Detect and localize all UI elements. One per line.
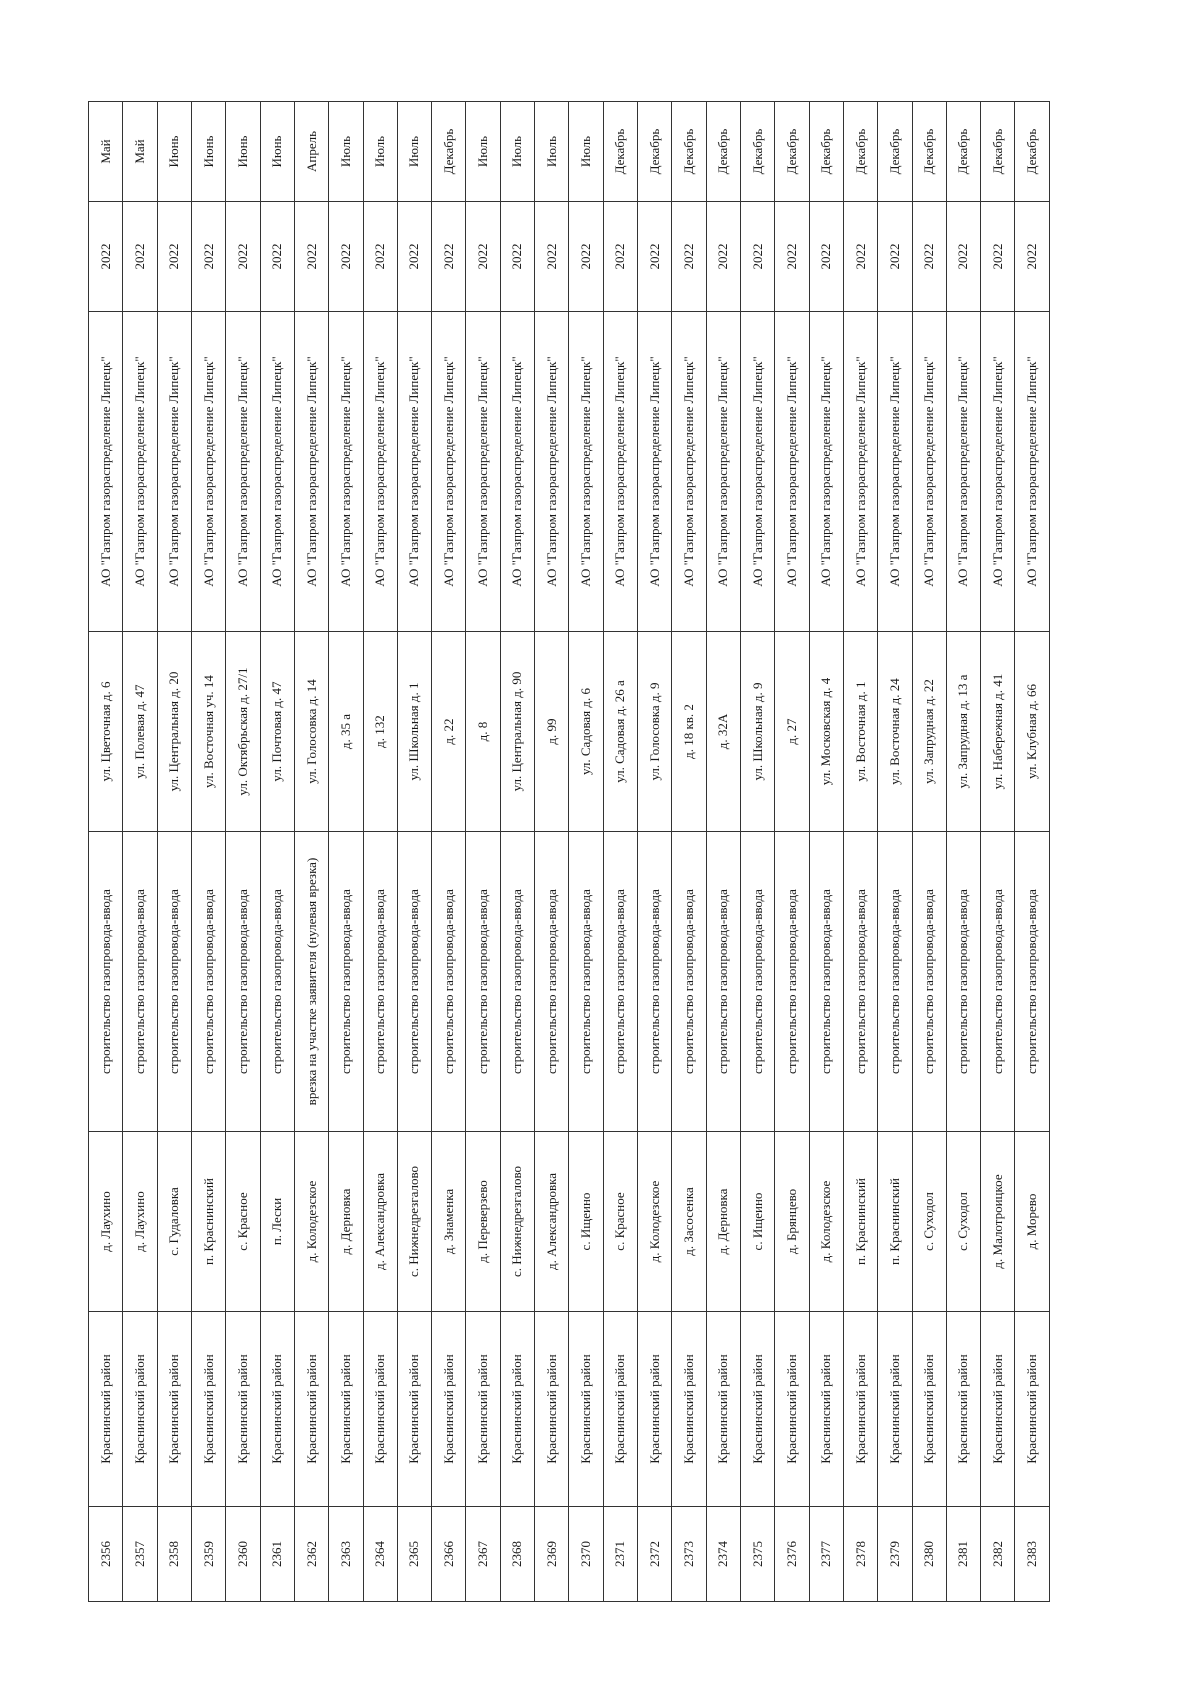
row-number: 2357 [123, 1507, 157, 1602]
work-type-cell: строительство газопровода-ввода [466, 832, 500, 1132]
district-cell: Краснинский район [706, 1312, 740, 1507]
month-cell: Июнь [226, 102, 260, 202]
table-body [89, 102, 1050, 1602]
address-cell: ул. Октябрьская д. 27/1 [226, 632, 260, 832]
year-cell: 2022 [123, 202, 157, 312]
settlement-cell: с. Нижнедрезгалово [397, 1132, 431, 1312]
address-cell: ул. Восточная уч. 14 [191, 632, 225, 832]
work-type-cell: строительство газопровода-ввода [329, 832, 363, 1132]
work-type-cell: строительство газопровода-ввода [226, 832, 260, 1132]
table-row [775, 102, 809, 1602]
settlement-cell: д. Дерновка [706, 1132, 740, 1312]
district-cell: Краснинский район [569, 1312, 603, 1507]
row-number: 2381 [946, 1507, 980, 1602]
work-type-cell: строительство газопровода-ввода [569, 832, 603, 1132]
year-cell: 2022 [603, 202, 637, 312]
work-type-cell: строительство газопровода-ввода [672, 832, 706, 1132]
district-cell: Краснинский район [157, 1312, 191, 1507]
settlement-cell: с. Суходол [946, 1132, 980, 1312]
organization-cell: АО "Газпром газораспределение Липецк" [123, 312, 157, 632]
work-type-cell: строительство газопровода-ввода [843, 832, 877, 1132]
year-cell: 2022 [706, 202, 740, 312]
table-row [294, 102, 328, 1602]
organization-cell: АО "Газпром газораспределение Липецк" [500, 312, 534, 632]
month-cell: Июль [466, 102, 500, 202]
year-cell: 2022 [535, 202, 569, 312]
address-cell: ул. Набережная д. 41 [981, 632, 1015, 832]
district-cell: Краснинский район [775, 1312, 809, 1507]
district-cell: Краснинский район [329, 1312, 363, 1507]
organization-cell: АО "Газпром газораспределение Липецк" [432, 312, 466, 632]
table-row [672, 102, 706, 1602]
district-cell: Краснинский район [1015, 1312, 1050, 1507]
organization-cell: АО "Газпром газораспределение Липецк" [809, 312, 843, 632]
settlement-cell: д. Александровка [535, 1132, 569, 1312]
year-cell: 2022 [397, 202, 431, 312]
district-cell: Краснинский район [89, 1312, 123, 1507]
year-cell: 2022 [89, 202, 123, 312]
address-cell: ул. Голосовка д. 9 [638, 632, 672, 832]
district-cell: Краснинский район [912, 1312, 946, 1507]
settlement-cell: п. Краснинский [191, 1132, 225, 1312]
work-type-cell: строительство газопровода-ввода [809, 832, 843, 1132]
district-cell: Краснинский район [260, 1312, 294, 1507]
settlement-cell: д. Дерновка [329, 1132, 363, 1312]
organization-cell: АО "Газпром газораспределение Липецк" [397, 312, 431, 632]
month-cell: Июль [397, 102, 431, 202]
organization-cell: АО "Газпром газораспределение Липецк" [672, 312, 706, 632]
settlement-cell: п. Краснинский [843, 1132, 877, 1312]
organization-cell: АО "Газпром газораспределение Липецк" [638, 312, 672, 632]
work-type-cell: строительство газопровода-ввода [123, 832, 157, 1132]
work-type-cell: строительство газопровода-ввода [981, 832, 1015, 1132]
month-cell: Май [123, 102, 157, 202]
month-cell: Декабрь [775, 102, 809, 202]
settlement-cell: д. Александровка [363, 1132, 397, 1312]
address-cell: ул. Садовая д. 6 [569, 632, 603, 832]
month-cell: Декабрь [603, 102, 637, 202]
rotated-document-page [88, 102, 1050, 1602]
month-cell: Декабрь [878, 102, 912, 202]
settlement-cell: с. Гудаловка [157, 1132, 191, 1312]
district-cell: Краснинский район [638, 1312, 672, 1507]
table-row [432, 102, 466, 1602]
district-cell: Краснинский район [123, 1312, 157, 1507]
month-cell: Июнь [157, 102, 191, 202]
table-row [809, 102, 843, 1602]
settlement-cell: д. Брянцево [775, 1132, 809, 1312]
district-cell: Краснинский район [740, 1312, 774, 1507]
settlement-cell: д. Знаменка [432, 1132, 466, 1312]
organization-cell: АО "Газпром газораспределение Липецк" [329, 312, 363, 632]
address-cell: ул. Цветочная д. 6 [89, 632, 123, 832]
district-cell: Краснинский район [843, 1312, 877, 1507]
settlement-cell: с. Красное [226, 1132, 260, 1312]
work-type-cell: строительство газопровода-ввода [432, 832, 466, 1132]
month-cell: Декабрь [912, 102, 946, 202]
row-number: 2380 [912, 1507, 946, 1602]
address-cell: ул. Запрудная д. 13 а [946, 632, 980, 832]
year-cell: 2022 [1015, 202, 1050, 312]
table-row [603, 102, 637, 1602]
settlement-cell: д. Колодезское [638, 1132, 672, 1312]
gas-connection-schedule-table [88, 101, 1050, 1602]
row-number: 2360 [226, 1507, 260, 1602]
address-cell: ул. Школьная д. 9 [740, 632, 774, 832]
work-type-cell: строительство газопровода-ввода [535, 832, 569, 1132]
year-cell: 2022 [843, 202, 877, 312]
work-type-cell: строительство газопровода-ввода [89, 832, 123, 1132]
year-cell: 2022 [191, 202, 225, 312]
row-number: 2378 [843, 1507, 877, 1602]
organization-cell: АО "Газпром газораспределение Липецк" [981, 312, 1015, 632]
address-cell: ул. Клубная д. 66 [1015, 632, 1050, 832]
year-cell: 2022 [432, 202, 466, 312]
settlement-cell: д. Малотроицкое [981, 1132, 1015, 1312]
organization-cell: АО "Газпром газораспределение Липецк" [191, 312, 225, 632]
work-type-cell: строительство газопровода-ввода [157, 832, 191, 1132]
month-cell: Декабрь [1015, 102, 1050, 202]
settlement-cell: с. Ищеино [569, 1132, 603, 1312]
row-number: 2377 [809, 1507, 843, 1602]
row-number: 2365 [397, 1507, 431, 1602]
table-row [706, 102, 740, 1602]
row-number: 2382 [981, 1507, 1015, 1602]
year-cell: 2022 [775, 202, 809, 312]
row-number: 2376 [775, 1507, 809, 1602]
month-cell: Июнь [260, 102, 294, 202]
year-cell: 2022 [809, 202, 843, 312]
organization-cell: АО "Газпром газораспределение Липецк" [157, 312, 191, 632]
organization-cell: АО "Газпром газораспределение Липецк" [226, 312, 260, 632]
year-cell: 2022 [329, 202, 363, 312]
organization-cell: АО "Газпром газораспределение Липецк" [535, 312, 569, 632]
address-cell: д. 132 [363, 632, 397, 832]
address-cell: ул. Садовая д. 26 а [603, 632, 637, 832]
organization-cell: АО "Газпром газораспределение Липецк" [363, 312, 397, 632]
address-cell: д. 35 а [329, 632, 363, 832]
work-type-cell: строительство газопровода-ввода [912, 832, 946, 1132]
address-cell: д. 99 [535, 632, 569, 832]
table-row [638, 102, 672, 1602]
month-cell: Декабрь [946, 102, 980, 202]
year-cell: 2022 [363, 202, 397, 312]
address-cell: ул. Восточная д. 24 [878, 632, 912, 832]
settlement-cell: п. Краснинский [878, 1132, 912, 1312]
row-number: 2369 [535, 1507, 569, 1602]
month-cell: Декабрь [843, 102, 877, 202]
district-cell: Краснинский район [981, 1312, 1015, 1507]
table-row [466, 102, 500, 1602]
organization-cell: АО "Газпром газораспределение Липецк" [466, 312, 500, 632]
address-cell: ул. Школьная д. 1 [397, 632, 431, 832]
settlement-cell: д. Лаухино [123, 1132, 157, 1312]
row-number: 2383 [1015, 1507, 1050, 1602]
address-cell: ул. Восточная д. 1 [843, 632, 877, 832]
district-cell: Краснинский район [603, 1312, 637, 1507]
table-row [912, 102, 946, 1602]
table-row [843, 102, 877, 1602]
month-cell: Июль [535, 102, 569, 202]
organization-cell: АО "Газпром газораспределение Липецк" [946, 312, 980, 632]
organization-cell: АО "Газпром газораспределение Липецк" [843, 312, 877, 632]
month-cell: Декабрь [706, 102, 740, 202]
organization-cell: АО "Газпром газораспределение Липецк" [294, 312, 328, 632]
table-row [157, 102, 191, 1602]
settlement-cell: д. Колодезское [294, 1132, 328, 1312]
year-cell: 2022 [740, 202, 774, 312]
table-row [981, 102, 1015, 1602]
row-number: 2356 [89, 1507, 123, 1602]
address-cell: д. 27 [775, 632, 809, 832]
district-cell: Краснинский район [878, 1312, 912, 1507]
work-type-cell: строительство газопровода-ввода [706, 832, 740, 1132]
table-row [1015, 102, 1050, 1602]
district-cell: Краснинский район [946, 1312, 980, 1507]
work-type-cell: строительство газопровода-ввода [603, 832, 637, 1132]
row-number: 2363 [329, 1507, 363, 1602]
month-cell: Декабрь [740, 102, 774, 202]
row-number: 2374 [706, 1507, 740, 1602]
district-cell: Краснинский район [432, 1312, 466, 1507]
district-cell: Краснинский район [294, 1312, 328, 1507]
year-cell: 2022 [878, 202, 912, 312]
row-number: 2364 [363, 1507, 397, 1602]
district-cell: Краснинский район [500, 1312, 534, 1507]
year-cell: 2022 [466, 202, 500, 312]
work-type-cell: строительство газопровода-ввода [397, 832, 431, 1132]
organization-cell: АО "Газпром газораспределение Липецк" [706, 312, 740, 632]
month-cell: Июль [569, 102, 603, 202]
table-row [569, 102, 603, 1602]
district-cell: Краснинский район [191, 1312, 225, 1507]
table-row [89, 102, 123, 1602]
work-type-cell: строительство газопровода-ввода [260, 832, 294, 1132]
work-type-cell: строительство газопровода-ввода [775, 832, 809, 1132]
settlement-cell: с. Красное [603, 1132, 637, 1312]
year-cell: 2022 [638, 202, 672, 312]
work-type-cell: строительство газопровода-ввода [363, 832, 397, 1132]
table-row [397, 102, 431, 1602]
work-type-cell: строительство газопровода-ввода [500, 832, 534, 1132]
organization-cell: АО "Газпром газораспределение Липецк" [569, 312, 603, 632]
row-number: 2362 [294, 1507, 328, 1602]
address-cell: д. 8 [466, 632, 500, 832]
address-cell: ул. Полевая д. 47 [123, 632, 157, 832]
row-number: 2366 [432, 1507, 466, 1602]
district-cell: Краснинский район [672, 1312, 706, 1507]
month-cell: Декабрь [809, 102, 843, 202]
table-row [363, 102, 397, 1602]
district-cell: Краснинский район [226, 1312, 260, 1507]
table-row [260, 102, 294, 1602]
settlement-cell: д. Засосенка [672, 1132, 706, 1312]
address-cell: д. 32А [706, 632, 740, 832]
address-cell: д. 22 [432, 632, 466, 832]
row-number: 2358 [157, 1507, 191, 1602]
settlement-cell: д. Морево [1015, 1132, 1050, 1312]
organization-cell: АО "Газпром газораспределение Липецк" [775, 312, 809, 632]
settlement-cell: д. Лаухино [89, 1132, 123, 1312]
district-cell: Краснинский район [363, 1312, 397, 1507]
row-number: 2370 [569, 1507, 603, 1602]
settlement-cell: с. Нижнедрезгалово [500, 1132, 534, 1312]
year-cell: 2022 [226, 202, 260, 312]
address-cell: ул. Запрудная д. 22 [912, 632, 946, 832]
month-cell: Декабрь [432, 102, 466, 202]
table-row [500, 102, 534, 1602]
table-row [123, 102, 157, 1602]
year-cell: 2022 [672, 202, 706, 312]
work-type-cell: врезка на участке заявителя (нулевая врезка) [294, 832, 328, 1132]
month-cell: Апрель [294, 102, 328, 202]
table-row [226, 102, 260, 1602]
work-type-cell: строительство газопровода-ввода [946, 832, 980, 1132]
district-cell: Краснинский район [466, 1312, 500, 1507]
district-cell: Краснинский район [535, 1312, 569, 1507]
table-row [329, 102, 363, 1602]
row-number: 2375 [740, 1507, 774, 1602]
row-number: 2359 [191, 1507, 225, 1602]
settlement-cell: с. Суходол [912, 1132, 946, 1312]
settlement-cell: д. Переверзево [466, 1132, 500, 1312]
month-cell: Май [89, 102, 123, 202]
month-cell: Июль [500, 102, 534, 202]
month-cell: Июнь [191, 102, 225, 202]
organization-cell: АО "Газпром газораспределение Липецк" [878, 312, 912, 632]
organization-cell: АО "Газпром газораспределение Липецк" [1015, 312, 1050, 632]
organization-cell: АО "Газпром газораспределение Липецк" [89, 312, 123, 632]
row-number: 2367 [466, 1507, 500, 1602]
year-cell: 2022 [569, 202, 603, 312]
row-number: 2372 [638, 1507, 672, 1602]
settlement-cell: д. Колодезское [809, 1132, 843, 1312]
address-cell: д. 18 кв. 2 [672, 632, 706, 832]
year-cell: 2022 [912, 202, 946, 312]
year-cell: 2022 [260, 202, 294, 312]
month-cell: Декабрь [981, 102, 1015, 202]
row-number: 2373 [672, 1507, 706, 1602]
year-cell: 2022 [946, 202, 980, 312]
table-row [535, 102, 569, 1602]
row-number: 2379 [878, 1507, 912, 1602]
table-row [191, 102, 225, 1602]
address-cell: ул. Голосовка д. 14 [294, 632, 328, 832]
work-type-cell: строительство газопровода-ввода [878, 832, 912, 1132]
address-cell: ул. Московская д. 4 [809, 632, 843, 832]
settlement-cell: с. Ищеино [740, 1132, 774, 1312]
year-cell: 2022 [294, 202, 328, 312]
organization-cell: АО "Газпром газораспределение Липецк" [912, 312, 946, 632]
work-type-cell: строительство газопровода-ввода [191, 832, 225, 1132]
work-type-cell: строительство газопровода-ввода [638, 832, 672, 1132]
month-cell: Июль [363, 102, 397, 202]
month-cell: Декабрь [672, 102, 706, 202]
district-cell: Краснинский район [397, 1312, 431, 1507]
year-cell: 2022 [981, 202, 1015, 312]
work-type-cell: строительство газопровода-ввода [1015, 832, 1050, 1132]
organization-cell: АО "Газпром газораспределение Липецк" [603, 312, 637, 632]
year-cell: 2022 [157, 202, 191, 312]
settlement-cell: п. Лески [260, 1132, 294, 1312]
row-number: 2368 [500, 1507, 534, 1602]
address-cell: ул. Почтовая д. 47 [260, 632, 294, 832]
month-cell: Июль [329, 102, 363, 202]
organization-cell: АО "Газпром газораспределение Липецк" [740, 312, 774, 632]
address-cell: ул. Центральная д. 90 [500, 632, 534, 832]
table-row [740, 102, 774, 1602]
address-cell: ул. Центральная д. 20 [157, 632, 191, 832]
table-row [878, 102, 912, 1602]
table-row [946, 102, 980, 1602]
organization-cell: АО "Газпром газораспределение Липецк" [260, 312, 294, 632]
month-cell: Декабрь [638, 102, 672, 202]
row-number: 2371 [603, 1507, 637, 1602]
year-cell: 2022 [500, 202, 534, 312]
district-cell: Краснинский район [809, 1312, 843, 1507]
row-number: 2361 [260, 1507, 294, 1602]
work-type-cell: строительство газопровода-ввода [740, 832, 774, 1132]
